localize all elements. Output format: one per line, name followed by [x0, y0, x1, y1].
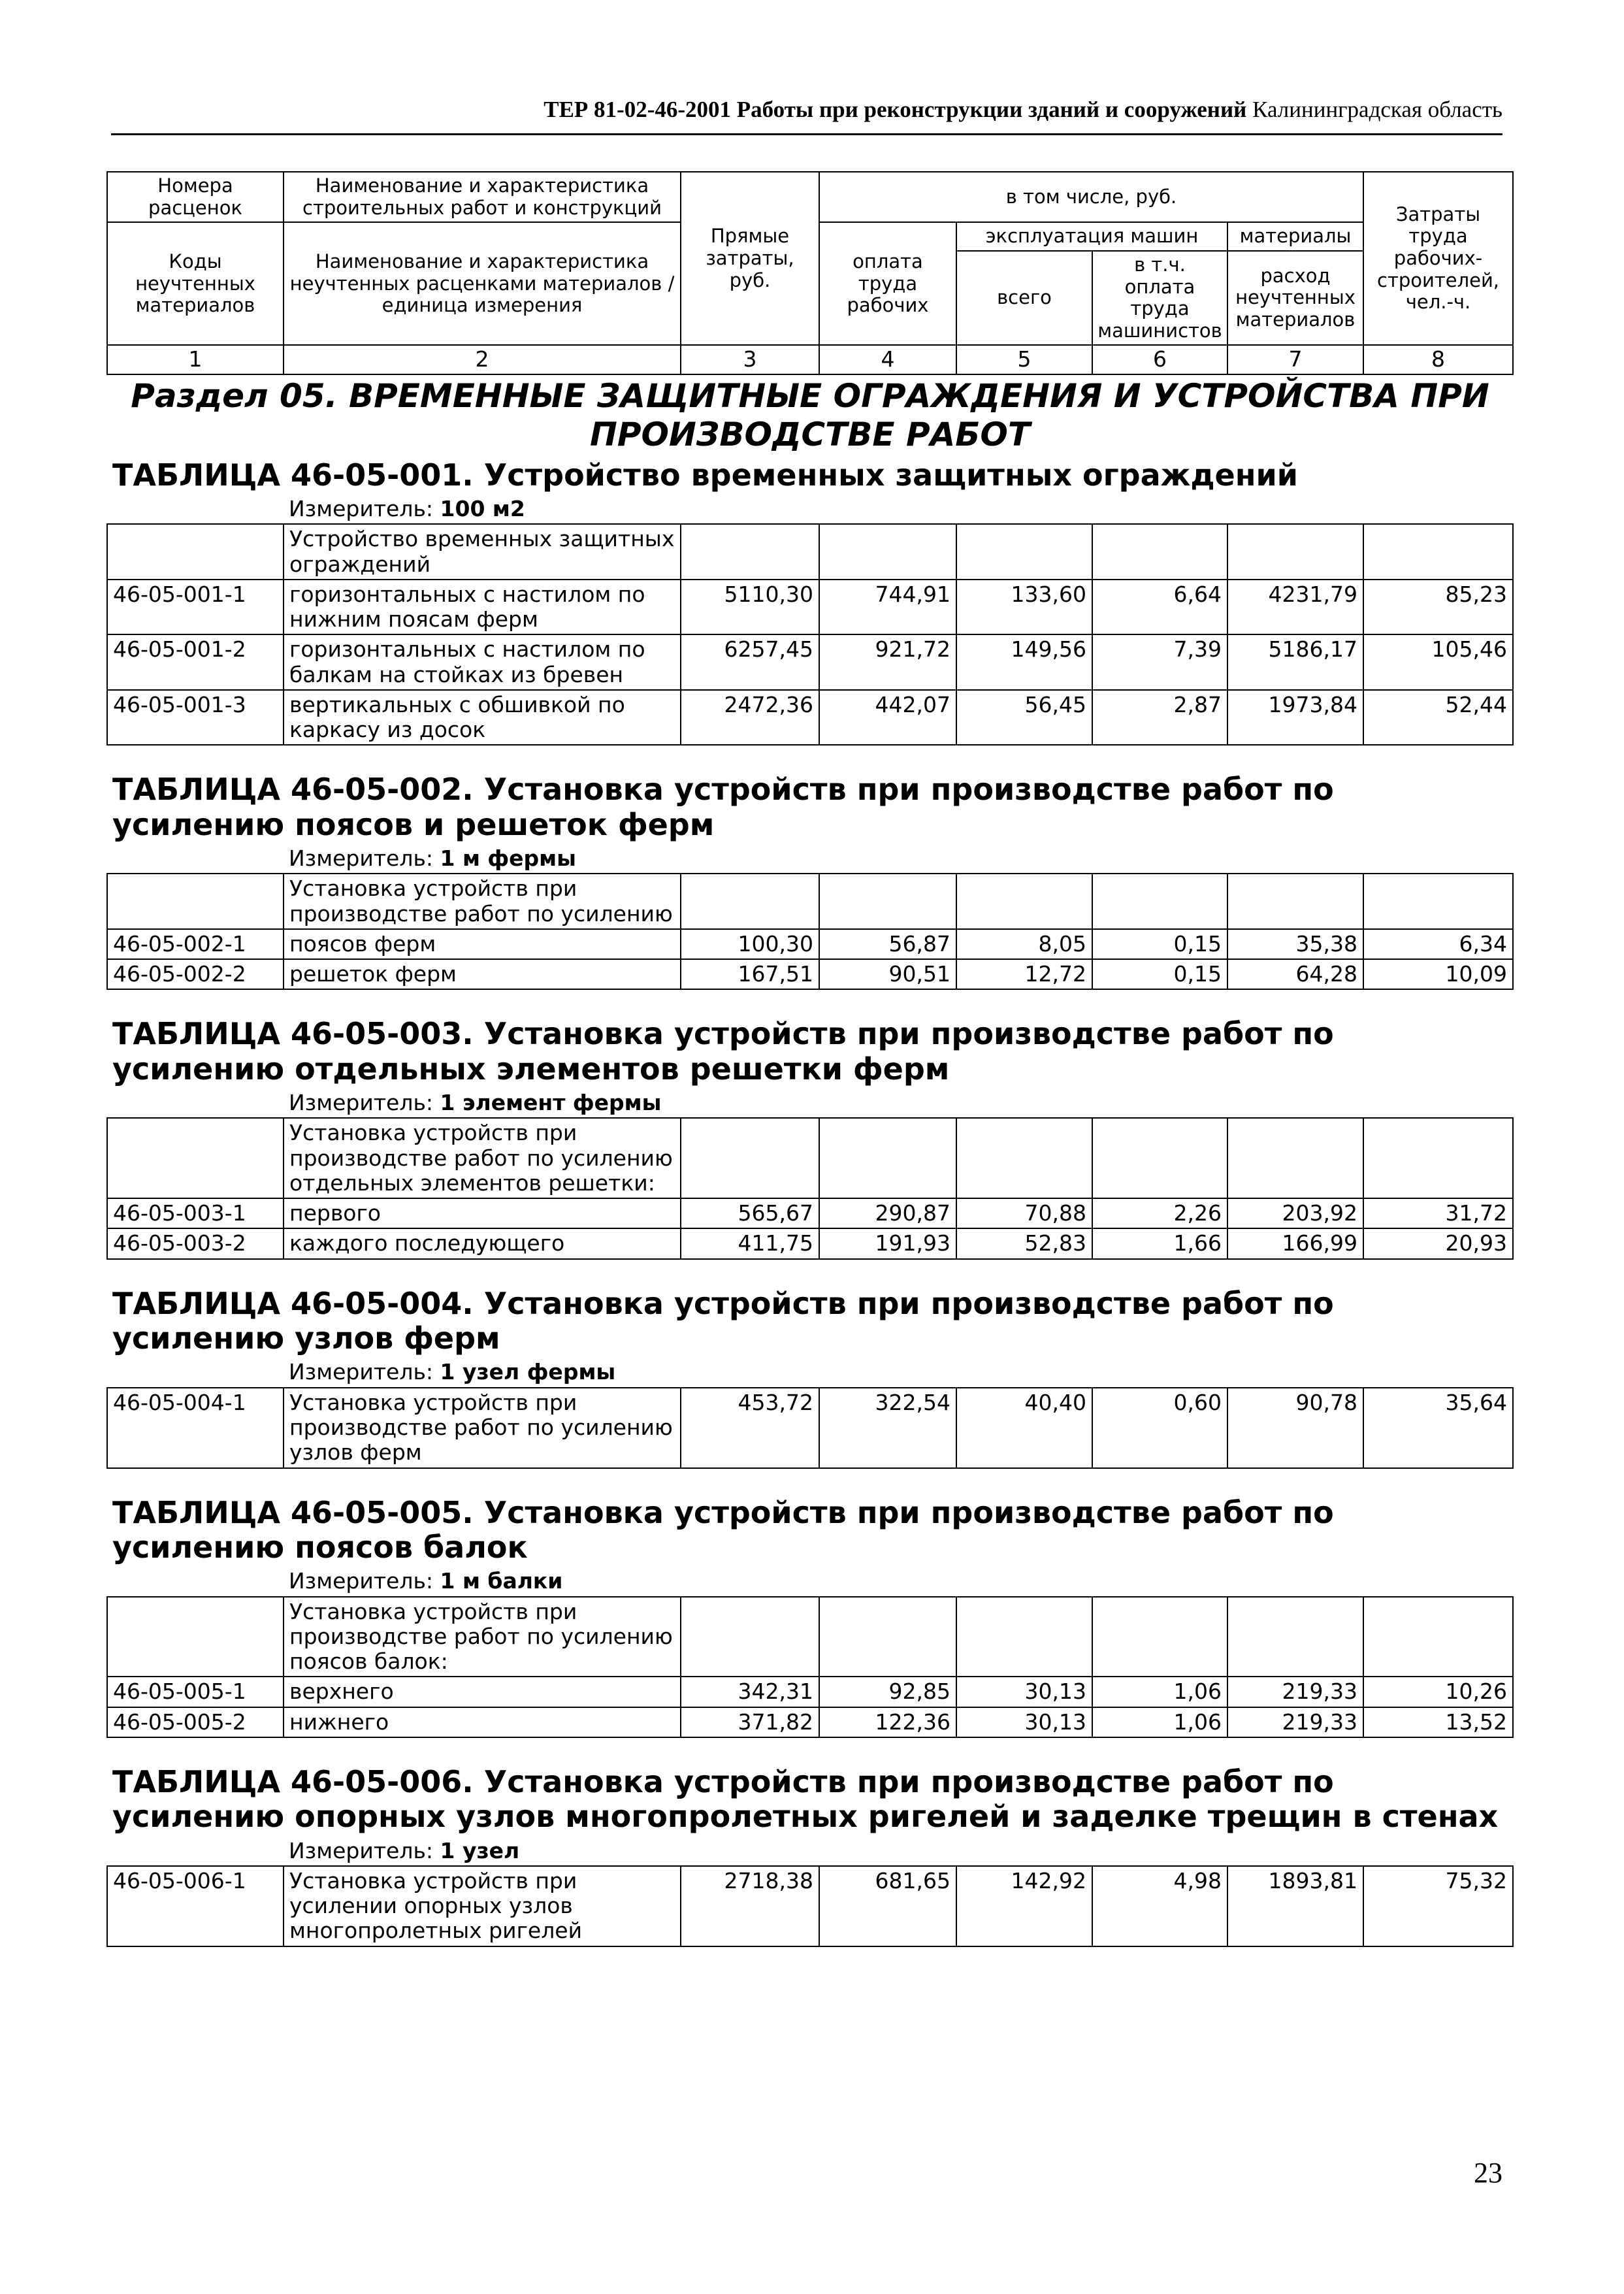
spacer — [107, 989, 1513, 1015]
measure-label: Измеритель: — [289, 1359, 434, 1385]
empty-cell — [819, 524, 956, 580]
measure-row — [107, 495, 1513, 524]
group-code-cell — [107, 874, 284, 929]
rate-value: 10,26 — [1363, 1677, 1513, 1707]
measure-spacer — [107, 495, 284, 524]
rate-code: 46-05-001-1 — [107, 580, 284, 635]
measure-spacer — [107, 1358, 284, 1387]
rate-value: 681,65 — [819, 1866, 956, 1946]
group-label: Установка устройств при производстве работ по усилению отдельных элементов решетки: — [284, 1118, 681, 1198]
empty-cell — [956, 1597, 1092, 1677]
group-code-cell — [107, 524, 284, 580]
rate-value: 0,15 — [1092, 929, 1227, 959]
measure-label: Измеритель: — [289, 845, 434, 872]
empty-cell — [1363, 874, 1513, 929]
measure-value: 100 м2 — [440, 496, 525, 521]
rate-value: 70,88 — [956, 1198, 1092, 1228]
rate-value: 167,51 — [681, 959, 819, 989]
rate-value: 744,91 — [819, 580, 956, 635]
rate-value: 90,51 — [819, 959, 956, 989]
rate-name: первого — [284, 1198, 681, 1228]
rate-value: 5186,17 — [1227, 634, 1363, 690]
col-vsego: всего — [956, 251, 1092, 346]
rate-value: 100,30 — [681, 929, 819, 959]
col-oplata: оплата труда рабочих — [819, 222, 956, 345]
empty-cell — [956, 524, 1092, 580]
rate-value: 4,98 — [1092, 1866, 1227, 1946]
measure-label: Измеритель: — [289, 1837, 434, 1863]
rate-value: 290,87 — [819, 1198, 956, 1228]
rate-value: 2,87 — [1092, 690, 1227, 746]
rate-code: 46-05-005-2 — [107, 1707, 284, 1737]
rate-value: 142,92 — [956, 1866, 1092, 1946]
table-row — [107, 690, 1513, 746]
rate-value: 105,46 — [1363, 634, 1513, 690]
rate-value: 52,83 — [956, 1228, 1092, 1258]
rate-name: каждого последующего — [284, 1228, 681, 1258]
empty-cell — [956, 1118, 1092, 1198]
rate-value: 2,26 — [1092, 1198, 1227, 1228]
rate-code: 46-05-002-1 — [107, 929, 284, 959]
rate-code: 46-05-002-2 — [107, 959, 284, 989]
rate-code: 46-05-003-1 — [107, 1198, 284, 1228]
rate-value: 1973,84 — [1227, 690, 1363, 746]
table-row — [107, 1677, 1513, 1707]
table-row — [107, 580, 1513, 635]
rate-value: 64,28 — [1227, 959, 1363, 989]
table-title-row — [107, 456, 1513, 495]
col-number: 2 — [284, 345, 681, 374]
measure-row — [107, 1089, 1513, 1118]
rate-value: 0,15 — [1092, 959, 1227, 989]
group-row — [107, 524, 1513, 580]
rate-value: 149,56 — [956, 634, 1092, 690]
rate-value: 1,06 — [1092, 1677, 1227, 1707]
rate-name: Установка устройств при производстве работ по усилению узлов ферм — [284, 1388, 681, 1468]
rate-value: 31,72 — [1363, 1198, 1513, 1228]
col-number: 6 — [1092, 345, 1227, 374]
table-row — [107, 1228, 1513, 1258]
col-nomera: Номера расценок — [107, 172, 284, 222]
rate-value: 342,31 — [681, 1677, 819, 1707]
table-title: ТАБЛИЦА 46-05-001. Устройство временных защитных ограждений — [112, 457, 1299, 493]
spacer — [107, 1468, 1513, 1494]
rate-code: 46-05-006-1 — [107, 1866, 284, 1946]
rate-value: 219,33 — [1227, 1707, 1363, 1737]
col-number: 5 — [956, 345, 1092, 374]
rate-value: 122,36 — [819, 1707, 956, 1737]
col-codes: Коды неучтенных материалов — [107, 222, 284, 345]
rate-value: 133,60 — [956, 580, 1092, 635]
empty-cell — [1092, 1597, 1227, 1677]
rate-value: 2472,36 — [681, 690, 819, 746]
empty-cell — [681, 524, 819, 580]
empty-cell — [1092, 524, 1227, 580]
table-title: ТАБЛИЦА 46-05-003. Установка устройств при производстве работ по усилению отдельных элементов решетки ферм — [112, 1016, 1334, 1087]
spacer-row — [107, 989, 1513, 1015]
rate-value: 2718,38 — [681, 1866, 819, 1946]
empty-cell — [819, 1597, 956, 1677]
rate-value: 6,34 — [1363, 929, 1513, 959]
rate-value: 7,39 — [1092, 634, 1227, 690]
rate-code: 46-05-001-2 — [107, 634, 284, 690]
rate-value: 322,54 — [819, 1388, 956, 1468]
measure — [284, 1358, 1513, 1387]
group-row — [107, 874, 1513, 929]
measure-label: Измеритель: — [289, 1090, 434, 1116]
col-number: 4 — [819, 345, 956, 374]
measure-spacer — [107, 1567, 284, 1596]
rate-value: 12,72 — [956, 959, 1092, 989]
rates-table — [106, 171, 1514, 1947]
rate-value: 30,13 — [956, 1677, 1092, 1707]
rate-value: 442,07 — [819, 690, 956, 746]
rate-value: 191,93 — [819, 1228, 956, 1258]
table-title: ТАБЛИЦА 46-05-002. Установка устройств при производстве работ по усилению поясов и решеток ферм — [112, 772, 1334, 842]
measure-label: Измеритель: — [289, 496, 434, 521]
table-row — [107, 959, 1513, 989]
table-title: ТАБЛИЦА 46-05-005. Установка устройств при производстве работ по усилению поясов балок — [112, 1494, 1334, 1565]
measure-row — [107, 844, 1513, 874]
rate-value: 52,44 — [1363, 690, 1513, 746]
rate-value: 92,85 — [819, 1677, 956, 1707]
table-row — [107, 929, 1513, 959]
spacer-row — [107, 745, 1513, 770]
spacer-row — [107, 1259, 1513, 1285]
col-name2: Наименование и характеристика неучтенных расценками материалов / единица измерения — [284, 222, 681, 345]
region: Калининградская область — [1252, 97, 1502, 122]
empty-cell — [1227, 524, 1363, 580]
empty-cell — [819, 874, 956, 929]
col-direct: Прямые затраты, руб. — [681, 172, 819, 345]
rate-value: 921,72 — [819, 634, 956, 690]
rate-value: 1,66 — [1092, 1228, 1227, 1258]
measure — [284, 495, 1513, 524]
rate-value: 35,38 — [1227, 929, 1363, 959]
measure — [284, 844, 1513, 874]
empty-cell — [681, 1597, 819, 1677]
rate-code: 46-05-001-3 — [107, 690, 284, 746]
empty-cell — [1227, 1597, 1363, 1677]
rate-value: 166,99 — [1227, 1228, 1363, 1258]
rate-name: нижнего — [284, 1707, 681, 1737]
col-materials: материалы — [1227, 222, 1363, 251]
group-row — [107, 1597, 1513, 1677]
empty-cell — [1092, 874, 1227, 929]
empty-cell — [1363, 1118, 1513, 1198]
rate-value: 371,82 — [681, 1707, 819, 1737]
measure-spacer — [107, 844, 284, 874]
empty-cell — [819, 1118, 956, 1198]
group-label: Установка устройств при производстве работ по усилению — [284, 874, 681, 929]
rate-value: 565,67 — [681, 1198, 819, 1228]
table-title-row — [107, 1015, 1513, 1089]
spacer — [107, 1737, 1513, 1763]
table-title-row — [107, 1494, 1513, 1567]
group-code-cell — [107, 1118, 284, 1198]
rate-value: 1,06 — [1092, 1707, 1227, 1737]
table-row — [107, 1866, 1513, 1946]
group-label: Устройство временных защитных ограждений — [284, 524, 681, 580]
column-numbers-row — [107, 345, 1513, 374]
col-machines: эксплуатация машин — [956, 222, 1227, 251]
rate-value: 30,13 — [956, 1707, 1092, 1737]
rate-value: 10,09 — [1363, 959, 1513, 989]
col-number: 8 — [1363, 345, 1513, 374]
measure-value: 1 элемент фермы — [440, 1090, 662, 1116]
doc-title: Работы при реконструкции зданий и сооружений — [736, 97, 1247, 122]
group-row — [107, 1118, 1513, 1198]
measure — [284, 1567, 1513, 1596]
section-row — [107, 374, 1513, 456]
rate-value: 6,64 — [1092, 580, 1227, 635]
rate-value: 203,92 — [1227, 1198, 1363, 1228]
rate-value: 8,05 — [956, 929, 1092, 959]
empty-cell — [681, 874, 819, 929]
rate-value: 56,45 — [956, 690, 1092, 746]
rate-name: решеток ферм — [284, 959, 681, 989]
rate-name: верхнего — [284, 1677, 681, 1707]
rate-name: горизонтальных с настилом по балкам на стойках из бревен — [284, 634, 681, 690]
rate-name: поясов ферм — [284, 929, 681, 959]
spacer — [107, 1259, 1513, 1285]
measure-spacer — [107, 1089, 284, 1118]
table-title: ТАБЛИЦА 46-05-006. Установка устройств при производстве работ по усилению опорных узлов многопролетных ригелей и заделке трещин в стенах — [112, 1763, 1499, 1835]
running-header — [111, 97, 1502, 135]
doc-code: ТЕР 81-02-46-2001 — [544, 97, 732, 122]
spacer-row — [107, 1737, 1513, 1763]
rate-code: 46-05-004-1 — [107, 1388, 284, 1468]
rate-value: 85,23 — [1363, 580, 1513, 635]
empty-cell — [1092, 1118, 1227, 1198]
col-number: 1 — [107, 345, 284, 374]
empty-cell — [1227, 1118, 1363, 1198]
table-row — [107, 634, 1513, 690]
rate-value: 5110,30 — [681, 580, 819, 635]
rate-value: 13,52 — [1363, 1707, 1513, 1737]
table-title-row — [107, 1285, 1513, 1358]
measure-value: 1 м фермы — [440, 845, 576, 872]
spacer — [107, 745, 1513, 770]
measure-value: 1 узел — [440, 1837, 520, 1863]
group-code-cell — [107, 1597, 284, 1677]
empty-cell — [681, 1118, 819, 1198]
table-row — [107, 1198, 1513, 1228]
rate-value: 0,60 — [1092, 1388, 1227, 1468]
rate-value: 1893,81 — [1227, 1866, 1363, 1946]
rate-value: 40,40 — [956, 1388, 1092, 1468]
rate-value: 453,72 — [681, 1388, 819, 1468]
page-number: 23 — [1474, 2157, 1502, 2189]
rate-value: 20,93 — [1363, 1228, 1513, 1258]
rate-value: 411,75 — [681, 1228, 819, 1258]
col-number: 3 — [681, 345, 819, 374]
rate-value: 56,87 — [819, 929, 956, 959]
section-title: Раздел 05. ВРЕМЕННЫЕ ЗАЩИТНЫЕ ОГРАЖДЕНИЯ И УСТРОЙСТВА ПРИ ПРОИЗВОДСТВЕ РАБОТ — [131, 376, 1489, 453]
col-raskhod: расход неучтенных материалов — [1227, 251, 1363, 346]
measure-value: 1 м балки — [440, 1568, 563, 1594]
rate-name: Установка устройств при усилении опорных узлов многопролетных ригелей — [284, 1866, 681, 1946]
table-title-row — [107, 770, 1513, 844]
spacer-row — [107, 1468, 1513, 1494]
measure-spacer — [107, 1837, 284, 1866]
col-number: 7 — [1227, 345, 1363, 374]
rate-value: 90,78 — [1227, 1388, 1363, 1468]
rate-name: вертикальных с обшивкой по каркасу из досок — [284, 690, 681, 746]
rate-value: 4231,79 — [1227, 580, 1363, 635]
table-row — [107, 1388, 1513, 1468]
measure-row — [107, 1837, 1513, 1866]
empty-cell — [956, 874, 1092, 929]
measure-label: Измеритель: — [289, 1568, 434, 1594]
rate-value: 35,64 — [1363, 1388, 1513, 1468]
measure-row — [107, 1358, 1513, 1387]
rate-value: 219,33 — [1227, 1677, 1363, 1707]
measure — [284, 1837, 1513, 1866]
rate-name: горизонтальных с настилом по нижним поясам ферм — [284, 580, 681, 635]
rate-code: 46-05-003-2 — [107, 1228, 284, 1258]
col-incl: в том числе, руб. — [819, 172, 1363, 222]
col-vtch: в т.ч. оплата труда машинистов — [1092, 251, 1227, 346]
rate-value: 6257,45 — [681, 634, 819, 690]
measure-value: 1 узел фермы — [440, 1359, 616, 1385]
col-name: Наименование и характеристика строительных работ и конструкций — [284, 172, 681, 222]
empty-cell — [1363, 524, 1513, 580]
empty-cell — [1363, 1597, 1513, 1677]
rate-value: 75,32 — [1363, 1866, 1513, 1946]
table-title: ТАБЛИЦА 46-05-004. Установка устройств при производстве работ по усилению узлов ферм — [112, 1285, 1334, 1356]
header-row-1 — [107, 172, 1513, 222]
rate-code: 46-05-005-1 — [107, 1677, 284, 1707]
col-labor: Затраты труда рабочих-строителей, чел.-ч. — [1363, 172, 1513, 345]
measure — [284, 1089, 1513, 1118]
group-label: Установка устройств при производстве работ по усилению поясов балок: — [284, 1597, 681, 1677]
table-title-row — [107, 1763, 1513, 1837]
measure-row — [107, 1567, 1513, 1596]
table-row — [107, 1707, 1513, 1737]
empty-cell — [1227, 874, 1363, 929]
